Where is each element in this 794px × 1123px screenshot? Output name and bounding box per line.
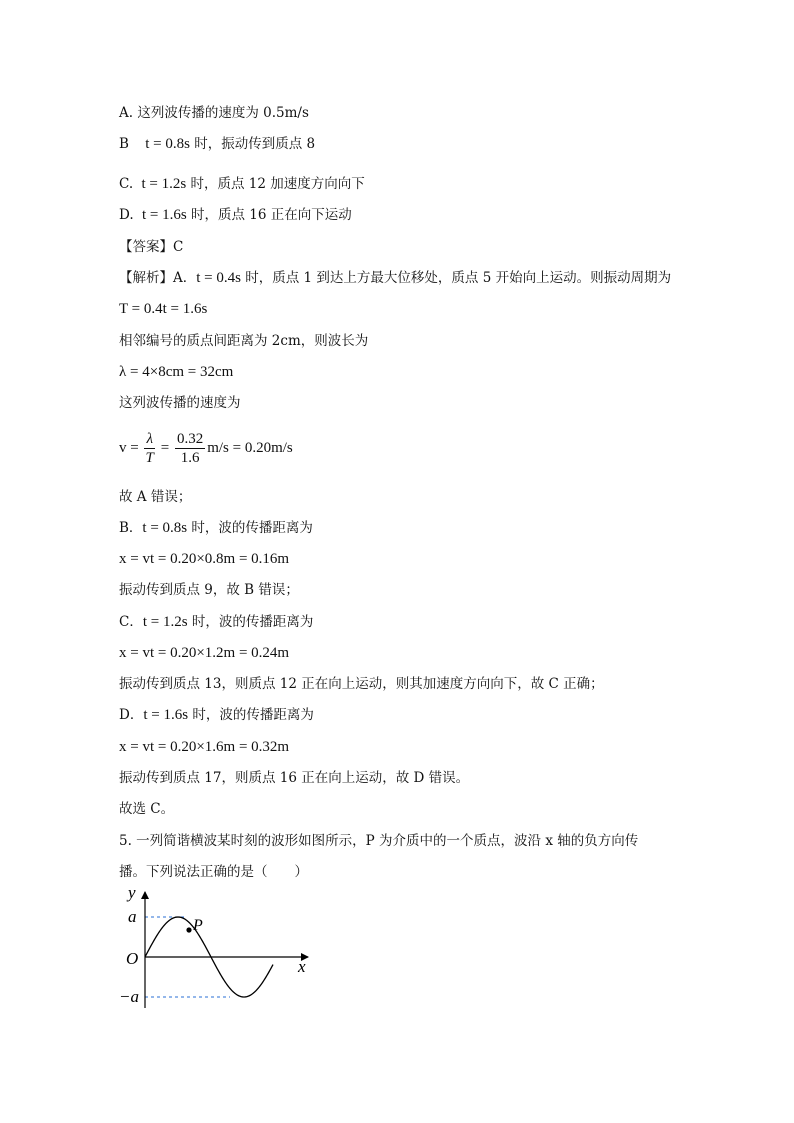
- option-c-text: 时，质点 12 加速度方向向下: [186, 176, 365, 192]
- equation-distance-d: x = vt = 0.20×1.6m = 0.32m: [119, 739, 290, 755]
- point-p-label: P: [193, 917, 203, 934]
- analysis-text-b: 时，波的传播距离为: [187, 520, 313, 536]
- origin-label: O: [126, 949, 139, 968]
- analysis-line-10: 振动传到质点 9，故 B 错误；: [119, 582, 299, 598]
- option-a: A. 这列波传播的速度为 0.5m/s: [119, 105, 309, 121]
- analysis-head: 【解析】A．: [119, 270, 197, 286]
- analysis-b-head: B．: [119, 520, 143, 536]
- fraction-num-032: 0.32: [176, 431, 204, 448]
- question-5-line-2: 播。下列说法正确的是（ ）: [119, 864, 308, 880]
- option-b-text: 时，振动传到质点 8: [189, 136, 316, 152]
- analysis-line-17: 故选 C。: [119, 801, 175, 817]
- analysis-time-d: t = 1.6s: [143, 707, 189, 723]
- analysis-line-7: 故 A 错误；: [119, 489, 192, 505]
- analysis-text-a: 时，质点 1 到达上方最大位移处，质点 5 开始向上运动。则振动周期为: [240, 270, 672, 286]
- y-axis-label: y: [128, 883, 136, 902]
- fraction-num-lambda: λ: [146, 431, 153, 448]
- velocity-eq: =: [160, 440, 170, 456]
- option-b: [119, 134, 315, 154]
- point-p-dot: [186, 927, 191, 932]
- wave-figure: [110, 880, 320, 1012]
- option-d: [119, 205, 352, 225]
- velocity-rhs: m/s = 0.20m/s: [207, 440, 293, 456]
- analysis-d-head: D．: [119, 707, 144, 723]
- analysis-time-c: t = 1.2s: [142, 614, 188, 630]
- option-d-label: D.: [119, 207, 134, 223]
- equation-distance-c: x = vt = 0.20×1.2m = 0.24m: [119, 645, 290, 661]
- analysis-line-5: 这列波传播的速度为: [119, 395, 241, 411]
- option-b-time: t = 0.8s: [145, 136, 190, 152]
- analysis-line-1: [119, 268, 671, 288]
- analysis-c-head: C．: [119, 614, 143, 630]
- analysis-line-3: 相邻编号的质点间距离为 2cm，则波长为: [119, 333, 369, 349]
- x-axis-label: x: [298, 957, 306, 976]
- equation-period: T = 0.4t = 1.6s: [119, 301, 208, 317]
- option-c-label: C.: [119, 176, 134, 192]
- analysis-line-13: 振动传到质点 13，则质点 12 正在向上运动，则其加速度方向向下，故 C 正确；: [119, 676, 604, 692]
- neg-a-label: −a: [119, 987, 139, 1006]
- option-d-time: t = 1.6s: [141, 207, 187, 223]
- equation-velocity: [119, 428, 293, 468]
- fraction-values: [175, 430, 205, 467]
- analysis-text-c: 时，波的传播距离为: [187, 614, 314, 630]
- equation-wavelength: λ = 4×8cm = 32cm: [119, 364, 234, 380]
- analysis-line-14: [119, 705, 314, 725]
- fraction-lambda-t: [144, 430, 155, 467]
- equation-distance-b: x = vt = 0.20×0.8m = 0.16m: [119, 551, 290, 567]
- fraction-den-t: T: [145, 450, 154, 467]
- option-c: [119, 174, 365, 194]
- analysis-line-8: [119, 518, 313, 538]
- fraction-den-16: 1.6: [180, 450, 200, 467]
- question-5-line-1: 5. 一列简谐横波某时刻的波形如图所示，P 为介质中的一个质点，波沿 x 轴的负方向传: [119, 833, 639, 849]
- analysis-time-a: t = 0.4s: [196, 270, 241, 286]
- answer: 【答案】C: [119, 239, 184, 255]
- velocity-lhs: v =: [119, 440, 139, 456]
- a-label: a: [128, 907, 137, 926]
- analysis-text-d: 时，波的传播距离为: [188, 707, 314, 723]
- option-d-text: 时，质点 16 正在向下运动: [186, 207, 352, 223]
- analysis-time-b: t = 0.8s: [142, 520, 188, 536]
- analysis-line-11: [119, 612, 313, 632]
- option-c-time: t = 1.2s: [141, 176, 187, 192]
- option-b-label: B: [119, 136, 129, 152]
- analysis-line-16: 振动传到质点 17，则质点 16 正在向上运动，故 D 错误。: [119, 770, 470, 786]
